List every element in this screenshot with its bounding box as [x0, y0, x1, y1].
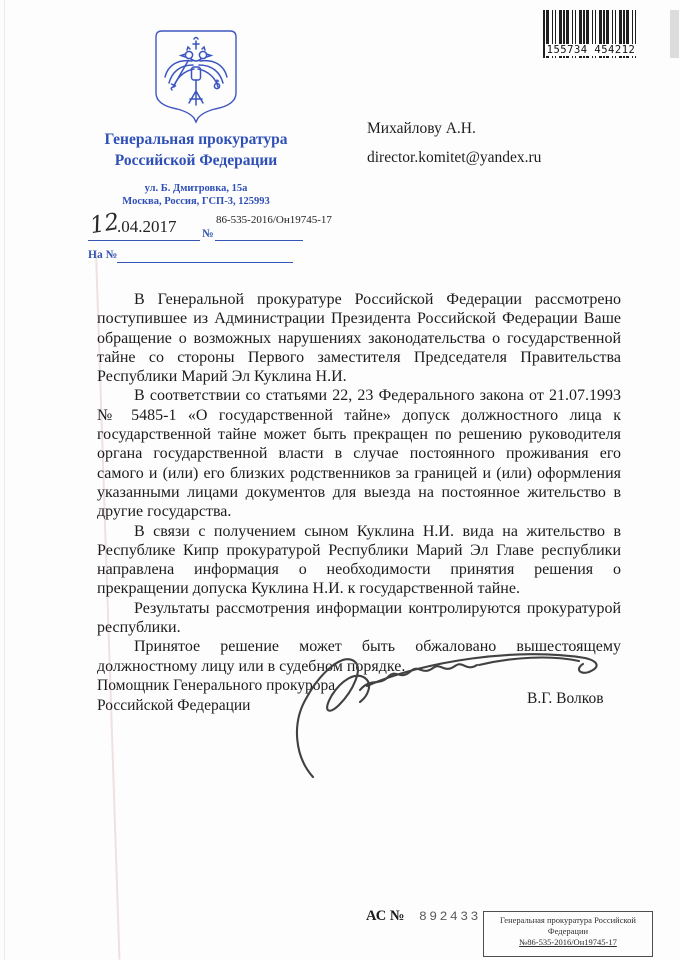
org-address-line2: Москва, Россия, ГСП-3, 125993	[122, 196, 270, 207]
handwritten-day: 12	[88, 208, 122, 240]
stamp-line2: Федерации	[547, 926, 589, 936]
org-name-line2: Российской Федерации	[114, 152, 278, 169]
org-name-line1: Генеральная прокуратура	[104, 131, 288, 148]
stamp-number: №86-535-2016/Он19745-17	[519, 937, 617, 947]
org-name	[72, 129, 320, 171]
letter-body	[97, 290, 621, 676]
scan-edge-line	[4, 0, 5, 960]
number-underline	[215, 240, 303, 241]
barcode-digits: 155734 454212	[546, 44, 636, 56]
handwritten-signature-icon	[283, 645, 618, 780]
paragraph-2: В соответствии со статьями 22, 23 Федерального закона от 21.07.1993 № 5485-1 «О государственной тайне» допуск должностного лица к государственной тайне может быть прекращен по решению руководителя органа государственной власти в случае постоянного проживания его самого и (или) его близких родственников за границей и (или) оформления указанными лицами документов для выезда на постоянное жительство в другие государства.	[97, 387, 621, 521]
org-address	[72, 182, 320, 208]
reply-underline	[117, 262, 293, 263]
org-address-line1: ул. Б. Дмитровка, 15а	[144, 183, 248, 194]
paragraph-5: Принятое решение может быть обжаловано вышестоящему должностному лицу или в судебном порядке.	[97, 638, 621, 675]
number-symbol: №	[202, 228, 214, 240]
paragraph-3: В связи с получением сыном Куклина Н.И. вида на жительство в Республике Кипр прокуратурой Республики Марий Эл Главе республики направлена информация о необходимости принятия решения о прекращении допуска Куклина Н.И. к государственной тайне.	[97, 522, 621, 598]
recipient-email: director.komitet@yandex.ru	[367, 149, 542, 166]
reply-to-label: На №	[88, 249, 118, 261]
registration-stamp	[483, 911, 653, 957]
printed-date: .04.2017	[117, 217, 177, 236]
date-underline	[88, 240, 200, 241]
coat-of-arms-icon	[154, 29, 238, 124]
series-label: АС №	[366, 908, 405, 924]
signer-position-line1: Помощник Генерального прокурора	[97, 677, 336, 694]
scan-artifact-strip	[670, 10, 679, 58]
signer-name: В.Г. Волков	[527, 690, 604, 707]
paragraph-1: В Генеральной прокуратуре Российской Федерации рассмотрено поступившее из Администрации Президента Российской Федерации Ваше обращение о возможных нарушениях законодательства о государственной тайне со стороны Первого заместителя Председателя Правительства Республики Марий Эл Куклина Н.И.	[97, 291, 621, 386]
series-number: 892433	[419, 909, 481, 924]
stamp-line1: Генеральная прокуратура Российской	[500, 915, 636, 925]
outgoing-number: 86-535-2016/Он19745-17	[216, 214, 332, 226]
signer-position-line2: Российской Федерации	[97, 697, 251, 714]
paragraph-4: Результаты рассмотрения информации контролируются прокуратурой республики.	[97, 599, 621, 637]
recipient-name: Михайлову А.Н.	[367, 120, 476, 137]
